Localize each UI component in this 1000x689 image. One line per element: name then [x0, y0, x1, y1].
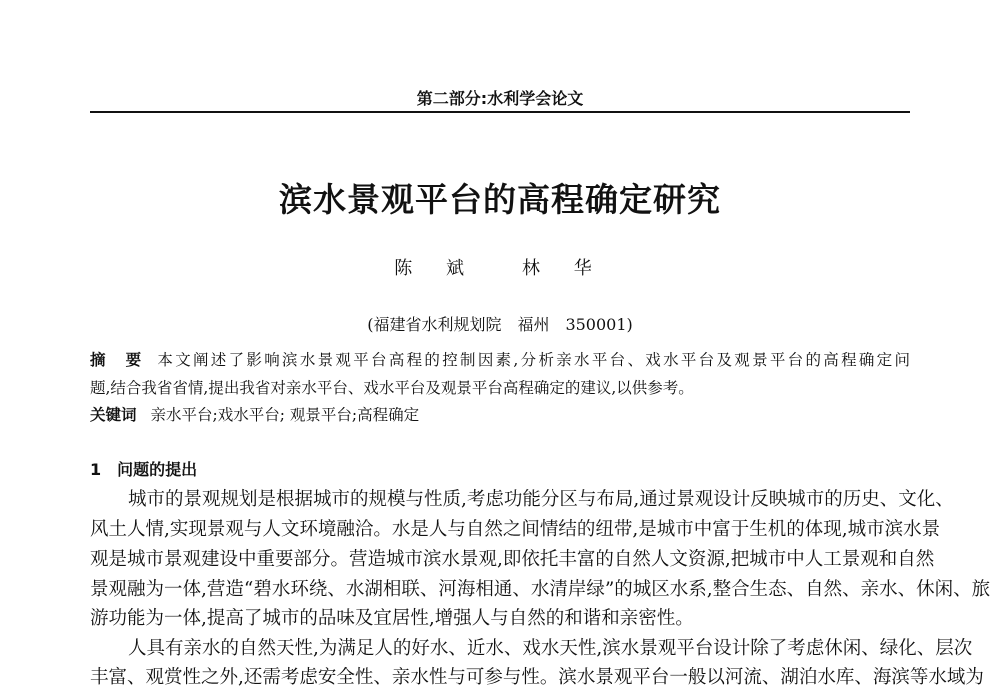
paper-title: 滨水景观平台的高程确定研究	[279, 180, 721, 219]
body-line: 城市的景观规划是根据城市的规模与性质,考虑功能分区与布局,通过景观设计反映城市的历史、文化、	[128, 489, 954, 510]
header-rule	[90, 111, 910, 113]
authors	[90, 254, 910, 280]
body-line: 观是城市景观建设中重要部分。营造城市滨水景观,即依托丰富的自然人文资源,把城市中人工景观和自然	[90, 549, 935, 570]
body-line: 丰富、观赏性之外,还需考虑安全性、亲水性与可参与性。滨水景观平台一般以河流、湖泊水库、海滨等水域为	[90, 667, 984, 688]
keywords-label: 关键词	[90, 406, 137, 424]
abstract-line	[90, 348, 910, 370]
section-title: 问题的提出	[117, 460, 198, 479]
body-line: 人具有亲水的自然天性,为满足人的好水、近水、戏水天性,滨水景观平台设计除了考虑休闲、绿化、层次	[128, 638, 973, 659]
section-heading	[90, 457, 197, 480]
affiliation: (福建省水利规划院 福州 350001)	[367, 315, 633, 334]
abstract-line: 题,结合我省省情,提出我省对亲水平台、戏水平台及观景平台高程确定的建议,以供参考。	[90, 379, 694, 397]
keywords-text: 亲水平台;戏水平台; 观景平台;高程确定	[150, 406, 420, 424]
abstract-label: 摘 要	[90, 351, 144, 369]
body-line: 景观融为一体,营造“碧水环绕、水湖相联、河海相通、水清岸绿”的城区水系,整合生态、自然、亲水、休闲、旅	[90, 579, 991, 600]
body-line: 风土人情,实现景观与人文环境融洽。水是人与自然之间情结的纽带,是城市中富于生机的体现,城市滨水景	[90, 519, 941, 540]
author: 陈 斌	[394, 258, 478, 279]
abstract-text: 本文阐述了影响滨水景观平台高程的控制因素,分析亲水平台、戏水平台及观景平台的高程确定问	[157, 351, 910, 369]
author: 林 华	[522, 258, 606, 279]
keywords	[90, 403, 910, 425]
section-number: 1	[90, 460, 102, 479]
body-line: 游功能为一体,提高了城市的品味及宜居性,增强人与自然的和谐和亲密性。	[90, 608, 694, 629]
running-header: 第二部分:水利学会论文	[416, 89, 584, 108]
